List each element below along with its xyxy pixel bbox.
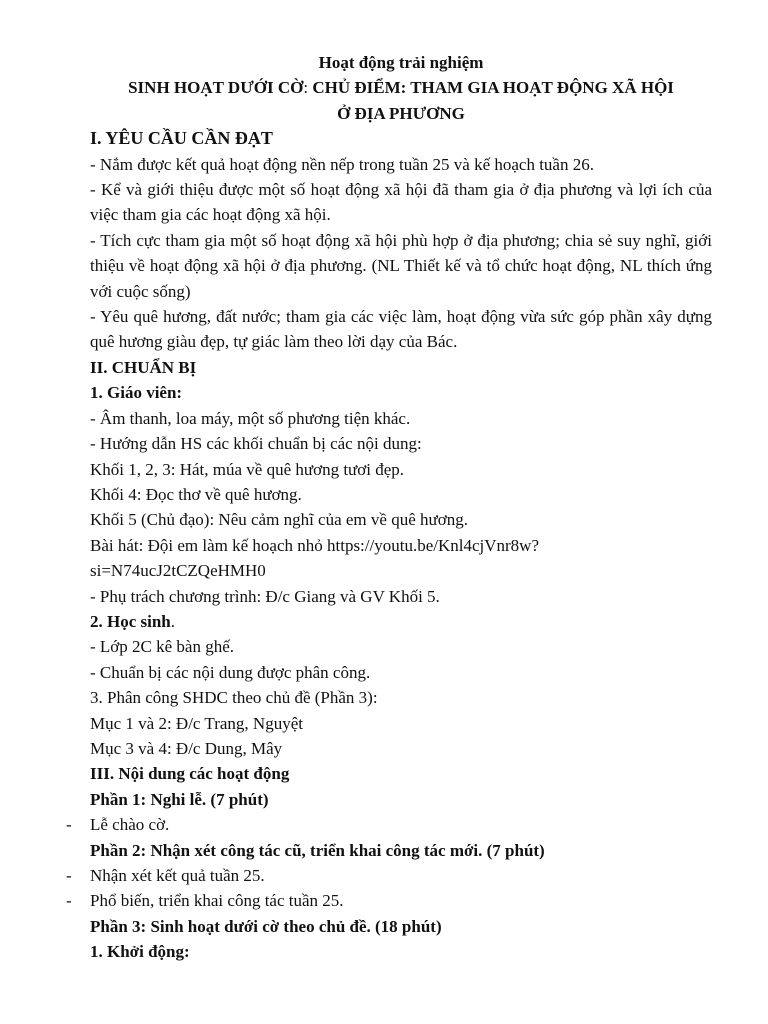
document-title-line2: Ở ĐỊA PHƯƠNG bbox=[337, 103, 465, 123]
requirement-item-1: - Nắm được kết quả hoạt động nền nếp trong tuần 25 và kế hoạch tuần 26. bbox=[90, 154, 594, 174]
student-heading: 2. Học sinh bbox=[90, 611, 171, 631]
section-heading-activities: III. Nội dung các hoạt động bbox=[90, 764, 290, 784]
student-item-1: - Lớp 2C kê bàn ghế. bbox=[90, 637, 235, 657]
warmup-heading: 1. Khởi động: bbox=[90, 942, 190, 962]
section-heading-requirements: I. YÊU CẦU CẦN ĐẠT bbox=[90, 128, 273, 149]
part2-item-2-text: Phổ biến, triển khai công tác tuần 25. bbox=[90, 891, 344, 911]
section-heading-preparation: II. CHUẨN BỊ bbox=[90, 357, 197, 377]
part1-item-1-text: Lễ chào cờ. bbox=[90, 815, 170, 835]
part2-item-1-text: Nhận xét kết quả tuần 25. bbox=[90, 866, 265, 885]
teacher-item-5: Khối 5 (Chủ đạo): Nêu cảm nghĩ của em về quê hương. bbox=[90, 510, 468, 530]
bullet-dash: - bbox=[66, 891, 72, 911]
program-lead: - Phụ trách chương trình: Đ/c Giang và GV Khối 5. bbox=[90, 586, 440, 606]
part3-heading: Phần 3: Sinh hoạt dưới cờ theo chủ đề. (18 phút) bbox=[90, 916, 442, 936]
assignment-item-1: Mục 1 và 2: Đ/c Trang, Nguyệt bbox=[90, 713, 303, 733]
bullet-dash: - bbox=[66, 815, 72, 835]
assignment-heading: 3. Phân công SHDC theo chủ đề (Phần 3): bbox=[90, 688, 378, 708]
teacher-heading: 1. Giáo viên: bbox=[90, 383, 183, 403]
student-heading-line bbox=[90, 609, 712, 634]
song-link-line1: Bài hát: Đội em làm kế hoạch nhỏ https://youtu.be/Knl4cjVnr8w? bbox=[90, 535, 539, 555]
requirement-item-4: - Yêu quê hương, đất nước; tham gia các việc làm, hoạt động vừa sức góp phần xây dựng quê hương giàu đẹp, tự giác làm theo lời dạy của Bác. bbox=[90, 307, 712, 352]
subject-title: Hoạt động trải nghiệm bbox=[318, 53, 484, 72]
student-item-2: - Chuẩn bị các nội dung được phân công. bbox=[90, 662, 371, 682]
teacher-item-3: Khối 1, 2, 3: Hát, múa về quê hương tươi đẹp. bbox=[90, 459, 405, 479]
part2-item-1 bbox=[66, 863, 712, 888]
teacher-item-4: Khối 4: Đọc thơ về quê hương. bbox=[90, 484, 302, 504]
part2-heading: Phần 2: Nhận xét công tác cũ, triển khai công tác mới. (7 phút) bbox=[90, 840, 545, 860]
part2-item-2 bbox=[66, 888, 712, 913]
teacher-item-2: - Hướng dẫn HS các khối chuẩn bị các nội dung: bbox=[90, 434, 422, 454]
student-heading-dot: . bbox=[170, 611, 176, 631]
requirement-item-3: - Tích cực tham gia một số hoạt động xã hội phù hợp ở địa phương; chia sẻ suy nghĩ, giới thiệu về hoạt động xã hội ở địa phương. (NL Thiết kế và tổ chức hoạt động, NL thích ứng với cuộc sống) bbox=[90, 230, 712, 301]
part1-heading: Phần 1: Nghi lễ. (7 phút) bbox=[90, 789, 269, 809]
document-page bbox=[66, 50, 712, 965]
part1-item-1 bbox=[66, 812, 712, 837]
assignment-item-2: Mục 3 và 4: Đ/c Dung, Mây bbox=[90, 738, 283, 758]
song-link-line2: si=N74ucJ2tCZQeHMH0 bbox=[90, 561, 266, 581]
document-title-line1 bbox=[90, 75, 712, 100]
bullet-dash: - bbox=[66, 866, 72, 885]
requirement-item-2: - Kể và giới thiệu được một số hoạt động xã hội đã tham gia ở địa phương và lợi ích của việc tham gia các hoạt động xã hội. bbox=[90, 180, 712, 225]
teacher-item-1: - Âm thanh, loa máy, một số phương tiện khác. bbox=[90, 408, 411, 428]
title-colon: : bbox=[303, 78, 309, 98]
title-part-a: SINH HOẠT DƯỚI CỜ bbox=[128, 78, 304, 98]
title-part-b: CHỦ ĐIỂM: THAM GIA HOẠT ĐỘNG XÃ HỘI bbox=[308, 78, 674, 98]
